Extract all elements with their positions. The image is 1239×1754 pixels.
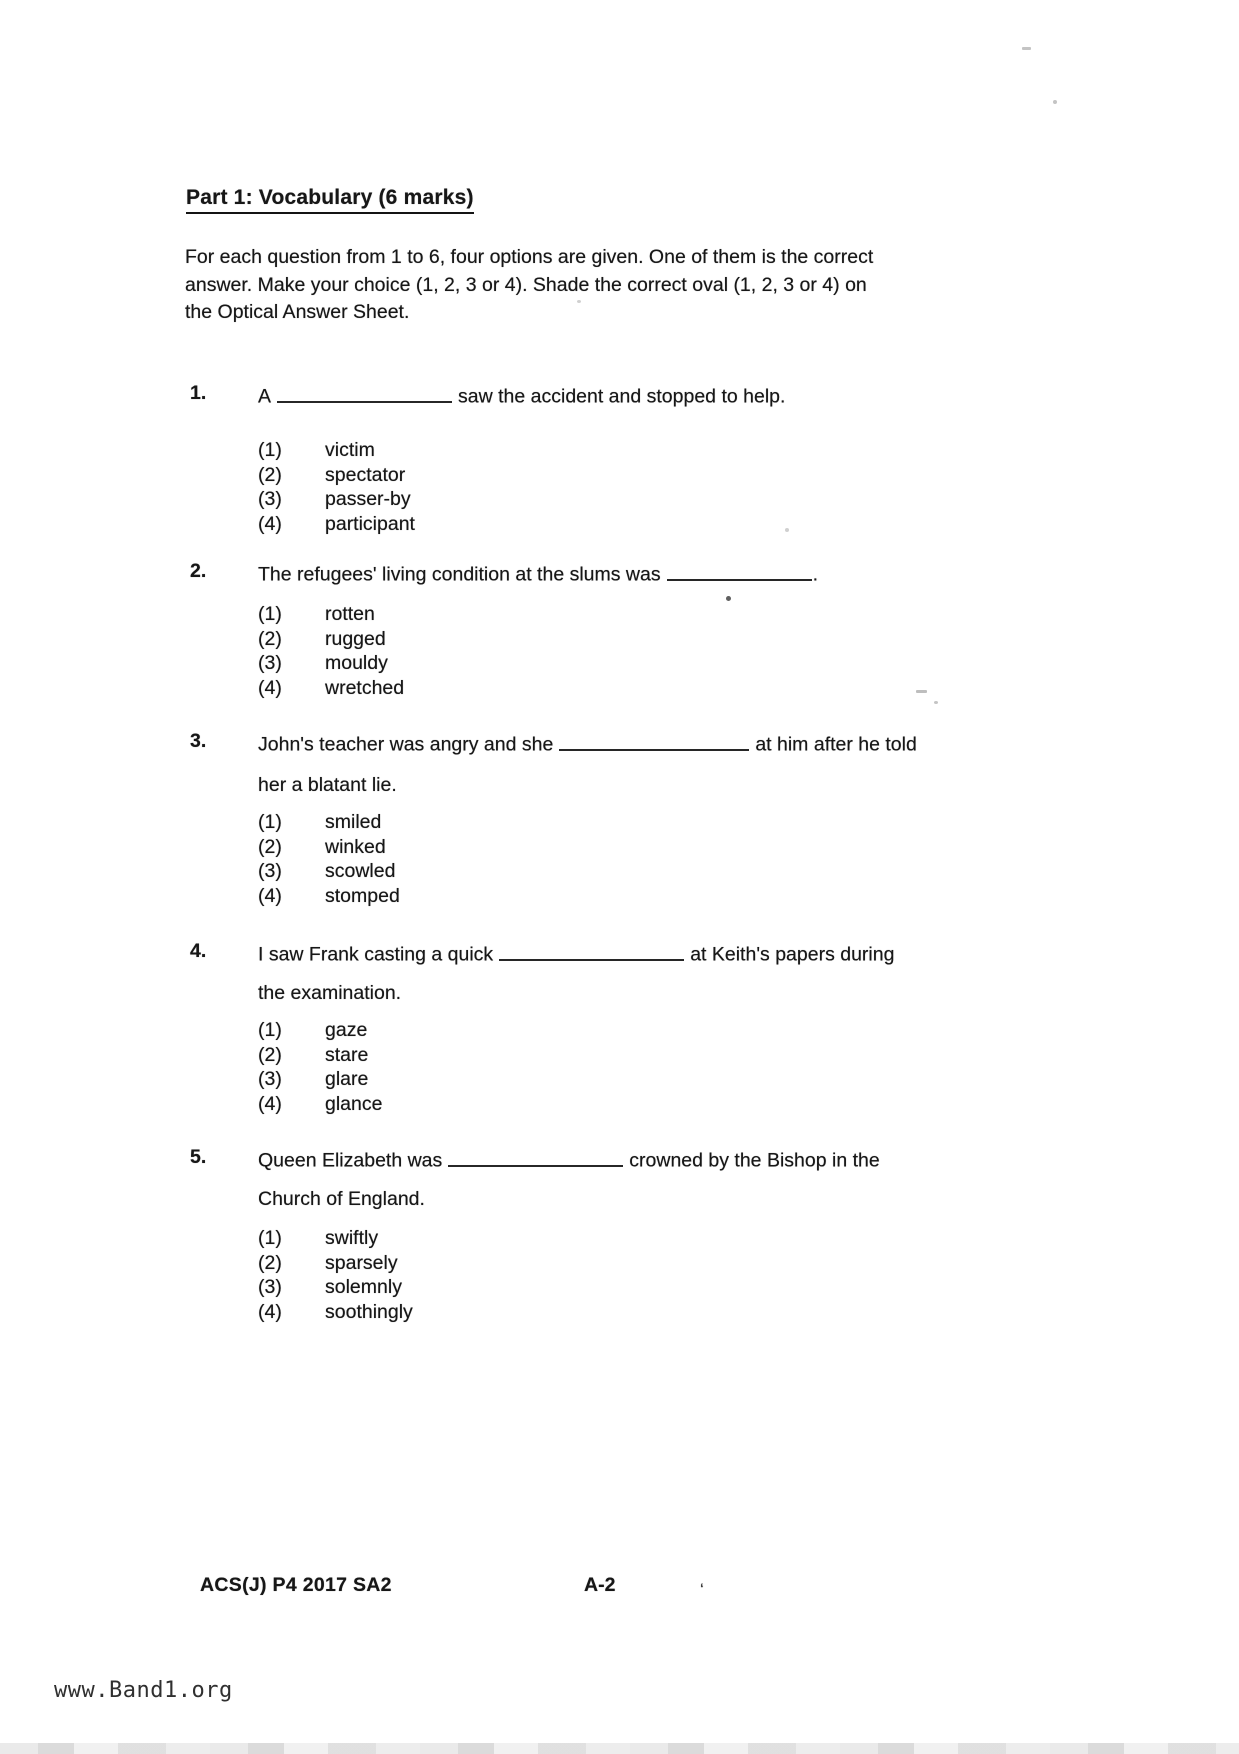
option-text: wretched (325, 676, 405, 699)
option-text: victim (325, 439, 375, 461)
option-row (258, 1226, 413, 1251)
option-text: glare (325, 1068, 369, 1091)
option-row (258, 835, 400, 860)
option-row (258, 1018, 382, 1043)
option-label: (3) (258, 1276, 282, 1299)
options-list (258, 810, 400, 908)
option-text: scowled (325, 860, 396, 883)
option-text: stomped (325, 884, 400, 907)
question-stem (258, 382, 785, 409)
instructions-line-2: answer. Make your choice (1, 2, 3 or 4). Shade the correct oval (1, 2, 3 or 4) on (185, 273, 867, 296)
question-stem (258, 730, 917, 757)
question-number: 5. (190, 1146, 207, 1168)
option-row (258, 512, 415, 537)
option-row (258, 676, 404, 701)
option-row (258, 1043, 382, 1068)
question-stem-line2: the examination. (258, 982, 402, 1004)
option-row (258, 651, 404, 676)
scan-speck (726, 596, 731, 601)
option-row (258, 627, 404, 652)
scan-stray-mark: ‘ (700, 1580, 704, 1599)
option-row (258, 438, 415, 463)
scan-edge-artifact (0, 1743, 1239, 1754)
option-row (258, 810, 400, 835)
stem-text-before: The refugees' living condition at the slums was (258, 563, 661, 586)
question-stem (258, 1146, 880, 1173)
option-text: swiftly (325, 1227, 379, 1249)
question-number: 4. (190, 940, 207, 962)
option-text: rugged (325, 627, 386, 650)
option-label: (2) (258, 1251, 282, 1274)
question-number: 3. (190, 730, 207, 752)
option-label: (3) (258, 488, 282, 511)
stem-text-after: at Keith's papers during (690, 943, 895, 966)
option-label: (1) (258, 603, 282, 625)
instructions (185, 244, 873, 327)
option-text: passer-by (325, 488, 411, 511)
option-label: (2) (258, 835, 282, 858)
option-text: winked (325, 835, 386, 858)
stem-text-before: I saw Frank casting a quick (258, 943, 494, 966)
option-label: (2) (258, 627, 282, 650)
option-label: (1) (258, 1019, 282, 1041)
option-text: smiled (325, 811, 382, 833)
stem-text-before: John's teacher was angry and she (258, 733, 554, 756)
option-label: (1) (258, 1227, 282, 1249)
option-label: (3) (258, 1068, 282, 1091)
watermark: www.Band1.org (54, 1678, 233, 1703)
answer-blank (277, 382, 452, 403)
stem-text-after: saw the accident and stopped to help. (458, 385, 786, 408)
option-label: (3) (258, 652, 282, 675)
option-text: mouldy (325, 652, 388, 675)
option-row (258, 1092, 382, 1117)
options-list (258, 438, 415, 536)
option-row (258, 487, 415, 512)
question-stem-line2: her a blatant lie. (258, 774, 397, 796)
stem-text-after: crowned by the Bishop in the (629, 1149, 880, 1172)
scan-speck (1053, 100, 1057, 104)
options-list (258, 1018, 382, 1116)
options-list (258, 602, 404, 700)
option-label: (4) (258, 1300, 282, 1323)
question-stem (258, 940, 894, 967)
question-number: 1. (190, 382, 207, 404)
option-text: spectator (325, 463, 406, 486)
question-stem-line2: Church of England. (258, 1188, 425, 1210)
option-label: (4) (258, 676, 282, 699)
option-row (258, 1251, 413, 1276)
footer-page-number: A-2 (584, 1574, 616, 1596)
stem-text-after: at him after he told (755, 733, 917, 756)
option-row (258, 1275, 413, 1300)
option-row (258, 1067, 382, 1092)
option-text: sparsely (325, 1251, 398, 1274)
answer-blank (448, 1146, 623, 1167)
answer-blank (667, 560, 812, 581)
instructions-line-1: For each question from 1 to 6, four options are given. One of them is the correct (185, 246, 874, 268)
option-label: (3) (258, 860, 282, 883)
option-text: gaze (325, 1019, 368, 1041)
scan-speck (916, 690, 927, 693)
stem-text-before: A (258, 385, 272, 408)
option-row (258, 859, 400, 884)
stem-text-after: . (812, 563, 819, 586)
question-stem (258, 560, 818, 587)
scan-speck (785, 528, 789, 532)
question-number: 2. (190, 560, 207, 582)
answer-blank (559, 730, 749, 751)
option-text: glance (325, 1092, 383, 1115)
scan-speck (577, 300, 581, 303)
option-row (258, 884, 400, 909)
option-row (258, 602, 404, 627)
footer-doc-code: ACS(J) P4 2017 SA2 (200, 1574, 392, 1596)
instructions-line-3: the Optical Answer Sheet. (185, 301, 410, 323)
option-label: (4) (258, 512, 282, 535)
option-row (258, 463, 415, 488)
option-row (258, 1300, 413, 1325)
scan-speck (1022, 47, 1031, 50)
options-list (258, 1226, 413, 1324)
section-title: Part 1: Vocabulary (6 marks) (186, 186, 474, 214)
scan-speck (934, 701, 938, 704)
stem-text-before: Queen Elizabeth was (258, 1149, 443, 1172)
option-text: participant (325, 512, 415, 535)
option-text: soothingly (325, 1300, 413, 1323)
option-label: (1) (258, 439, 282, 461)
option-text: stare (325, 1043, 369, 1066)
option-label: (2) (258, 463, 282, 486)
option-label: (4) (258, 884, 282, 907)
answer-blank (499, 940, 684, 961)
option-text: solemnly (325, 1276, 402, 1299)
option-text: rotten (325, 603, 375, 625)
option-label: (2) (258, 1043, 282, 1066)
option-label: (4) (258, 1092, 282, 1115)
option-label: (1) (258, 811, 282, 833)
